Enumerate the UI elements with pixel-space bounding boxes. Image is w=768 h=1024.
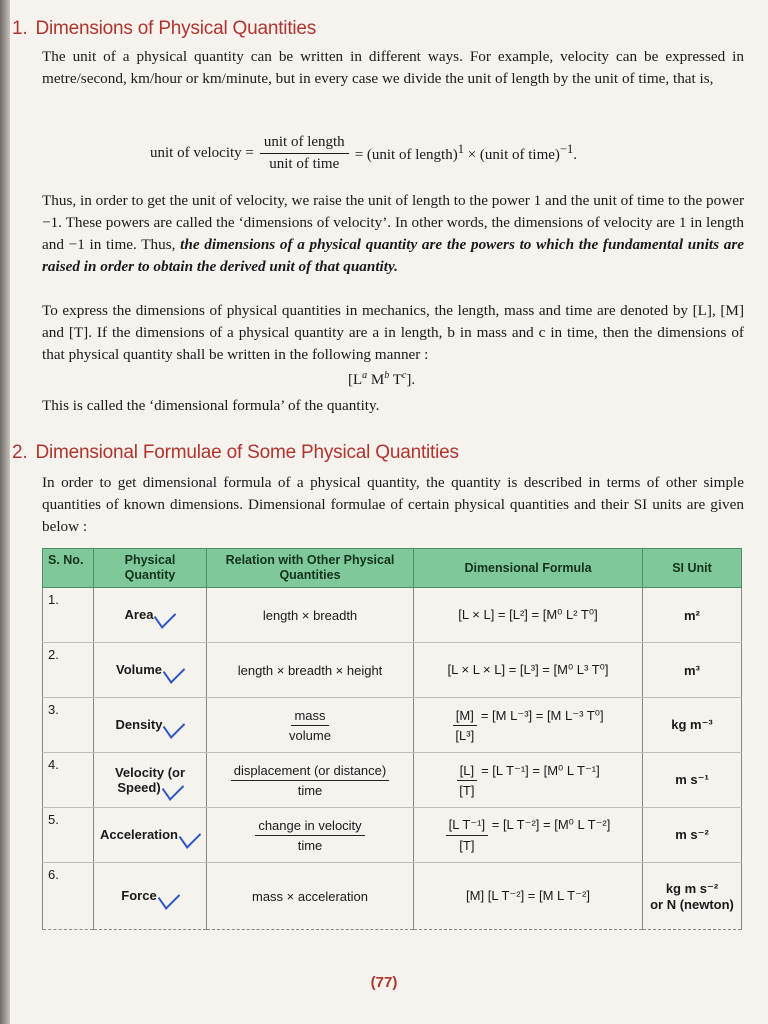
table-row <box>43 863 742 930</box>
formula-cell <box>414 808 643 863</box>
formula-rest: = [M L⁻³] = [M L⁻³ T⁰] <box>480 707 604 723</box>
section-1-paragraph-3: To express the dimensions of physical quantities in mechanics, the length, mass and time are denoted by [L], [M] and [T]. If the dimensions of a physical quantity are a in length, b in mass and c in time, then the dimensions of that physical quantity shall be written in the following manner : <box>42 302 744 363</box>
unit-cell: m s⁻² <box>643 808 742 863</box>
relation-cell: length × breadth × height <box>207 643 414 698</box>
section-1-heading <box>12 18 316 40</box>
handwritten-check-icon <box>154 603 176 629</box>
equation-rhs <box>355 142 577 164</box>
row-number: 3. <box>43 698 94 753</box>
handwritten-check-icon <box>179 823 201 849</box>
relation-cell <box>207 698 414 753</box>
formula-fraction <box>452 708 477 743</box>
formula-rest: = [L T⁻²] = [M⁰ L T⁻²] <box>491 817 611 832</box>
quantity-cell <box>94 808 207 863</box>
section-2-intro: In order to get dimensional formula of a physical quantity, the quantity is described in terms of other simple quantities of known dimensions. Dimensional formulae of certain physical quantities and their SI units are given below : <box>42 474 744 535</box>
quantity-name: Force <box>121 888 157 904</box>
formula-close: ]. <box>406 372 416 388</box>
row-number: 4. <box>43 753 94 808</box>
row-number: 5. <box>43 808 94 863</box>
relation-denominator: time <box>297 782 323 798</box>
section-1-intro: The unit of a physical quantity can be written in different ways. For example, velocity can be expressed in metre/second, km/hour or km/minute, but in every case we divide the unit of length by the unit of time, that is, <box>42 48 744 87</box>
formula-numerator: [L] <box>457 763 477 781</box>
unit-cell <box>643 863 742 930</box>
relation-numerator: change in velocity <box>255 818 364 836</box>
section-1-paragraph-2 <box>42 190 744 278</box>
header-relation: Relation with Other Physical Quantities <box>207 549 414 588</box>
section-1-title: Dimensions of Physical Quantities <box>35 18 317 39</box>
handwritten-check-icon <box>163 658 185 684</box>
para2-definition: the dimensions of a physical quantity are the powers to which the fundamental units are raised in order to obtain the derived unit of that quantity. <box>42 236 745 275</box>
unit-primary: kg m s⁻² <box>665 880 719 896</box>
formula-rest: = [L T⁻¹] = [M⁰ L T⁻¹] <box>481 762 600 778</box>
dimensional-formula-general <box>348 370 415 389</box>
formula-exp-c: c <box>401 370 407 381</box>
handwritten-check-icon <box>163 713 185 739</box>
table-header-row <box>43 549 742 588</box>
table-row <box>43 753 742 808</box>
relation-numerator: mass <box>291 708 328 726</box>
formula-numerator: [L T⁻¹] <box>446 817 488 836</box>
formula-numerator: [M] <box>453 708 477 726</box>
relation-cell: length × breadth <box>207 588 414 643</box>
formula-denominator: [T] <box>459 782 475 798</box>
equation-rhs-time: × (unit of time) <box>463 147 560 163</box>
unit-cell: m s⁻¹ <box>643 753 742 808</box>
relation-denominator: time <box>297 837 323 853</box>
header-quantity: Physical Quantity <box>94 549 207 588</box>
quantity-name: Acceleration <box>99 827 179 843</box>
formula-t: T <box>389 372 402 388</box>
formula-exp-a: a <box>362 370 368 381</box>
formula-cell: [M] [L T⁻²] = [M L T⁻²] <box>414 863 643 930</box>
formula-cell <box>414 753 643 808</box>
relation-fraction <box>286 708 334 743</box>
unit-cell: m² <box>643 588 742 643</box>
quantity-name: Volume <box>116 662 162 678</box>
table-row <box>43 808 742 863</box>
equation-numerator: unit of length <box>260 134 349 154</box>
formula-denominator: [L³] <box>455 727 475 743</box>
para2-plain-text: Thus, in order to get the unit of velocity, we raise the unit of length to the power 1 and the unit of time to the power −1. These powers are called the ‘dimensions of velocity’. In other words, the dimensions of velocity are 1 in length and −1 in time. Thus, <box>42 192 744 253</box>
quantity-cell <box>94 698 207 753</box>
formula-m: M <box>367 372 385 388</box>
formula-cell <box>414 698 643 753</box>
unit-cell: kg m⁻³ <box>643 698 742 753</box>
equation-end: . <box>573 147 577 163</box>
header-dimensional-formula: Dimensional Formula <box>414 549 643 588</box>
formula-fraction <box>456 763 477 798</box>
handwritten-check-icon <box>158 884 180 910</box>
formula-denominator: [T] <box>459 838 475 853</box>
formula-open: [L <box>348 372 363 388</box>
quantity-name: Area <box>124 607 154 623</box>
page-number: (77) <box>370 974 398 991</box>
relation-cell: mass × acceleration <box>207 863 414 930</box>
quantity-name: Density <box>115 717 163 733</box>
quantity-cell <box>94 753 207 808</box>
table-row <box>43 698 742 753</box>
relation-numerator: displacement (or distance) <box>231 763 389 781</box>
equation-rhs-length: = (unit of length) <box>354 147 458 163</box>
relation-fraction <box>231 763 389 798</box>
formula-fraction <box>446 817 488 853</box>
relation-fraction <box>255 818 364 853</box>
quantity-cell <box>94 643 207 698</box>
unit-alternate: or N (newton) <box>650 896 734 912</box>
header-sno: S. No. <box>43 549 94 588</box>
unit-cell: m³ <box>643 643 742 698</box>
equation-exp-1: 1 <box>457 142 464 156</box>
velocity-unit-equation <box>150 128 710 178</box>
section-1-paragraph-4: This is called the ‘dimensional formula’ of the quantity. <box>42 397 380 414</box>
formula-cell: [L × L] = [L²] = [M⁰ L² T⁰] <box>414 588 643 643</box>
formula-exp-b: b <box>384 370 390 381</box>
equation-denominator: unit of time <box>269 155 340 172</box>
row-number: 1. <box>43 588 94 643</box>
equation-lhs: unit of velocity = <box>150 144 254 161</box>
section-2-number: 2. <box>12 442 28 463</box>
quantity-cell <box>94 588 207 643</box>
section-1-number: 1. <box>12 18 28 39</box>
relation-denominator: volume <box>289 727 331 743</box>
row-number: 6. <box>43 863 94 930</box>
header-si-unit: SI Unit <box>643 549 742 588</box>
table-row <box>43 588 742 643</box>
dimensional-formulae-table <box>42 548 742 930</box>
relation-cell <box>207 808 414 863</box>
formula-cell: [L × L × L] = [L³] = [M⁰ L³ T⁰] <box>414 643 643 698</box>
equation-fraction <box>260 134 349 173</box>
section-2-title: Dimensional Formulae of Some Physical Quantities <box>35 442 459 463</box>
table-row <box>43 643 742 698</box>
section-2-heading <box>12 442 459 464</box>
equation-exp-2: −1 <box>559 142 574 156</box>
row-number: 2. <box>43 643 94 698</box>
relation-cell <box>207 753 414 808</box>
quantity-name: Velocity (or Speed) <box>114 764 186 795</box>
handwritten-check-icon <box>162 775 184 801</box>
quantity-cell <box>94 863 207 930</box>
